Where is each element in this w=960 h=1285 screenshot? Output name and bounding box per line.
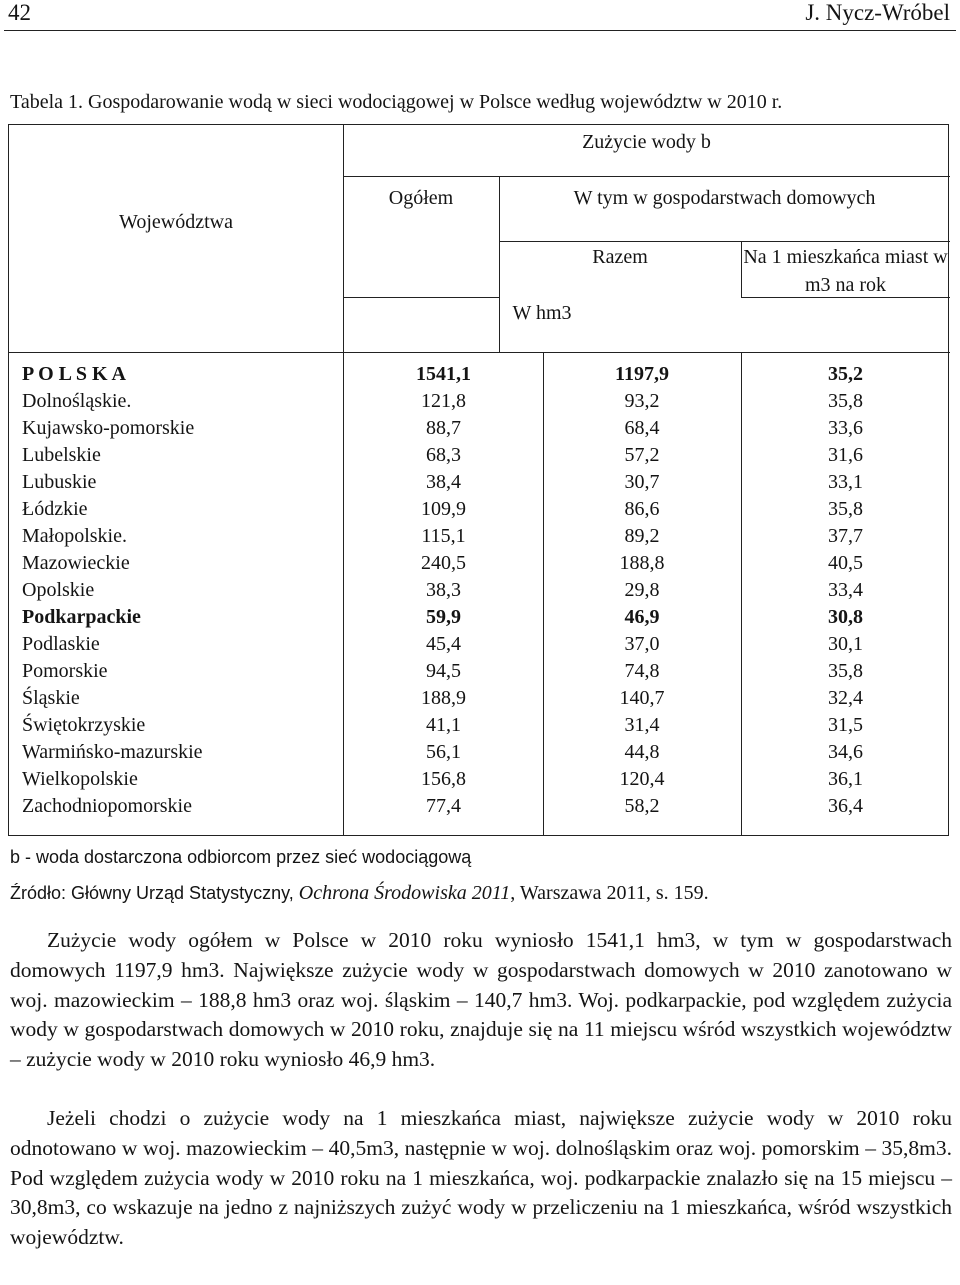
body-paragraph bbox=[10, 1104, 952, 1253]
page-number: 42 bbox=[8, 0, 31, 25]
header-razem: Razem bbox=[592, 246, 648, 268]
source-suffix: , Warszawa 2011, s. 159. bbox=[510, 882, 709, 904]
header-zuzycie-wody: Zużycie wody b bbox=[582, 131, 711, 153]
cell-razem: 140,7 bbox=[619, 687, 665, 709]
source-title: Ochrona Środowiska 2011 bbox=[298, 882, 511, 904]
cell-ogolem: 109,9 bbox=[421, 498, 466, 520]
cell-ogolem: 77,4 bbox=[426, 795, 461, 817]
cell-per-capita: 34,6 bbox=[828, 741, 863, 763]
header-divider bbox=[343, 297, 499, 298]
cell-per-capita: 37,7 bbox=[828, 525, 863, 547]
cell-wojewodztwo: Lubuskie bbox=[22, 471, 97, 493]
table-row bbox=[9, 766, 950, 793]
table-row bbox=[9, 496, 950, 523]
cell-wojewodztwo: Zachodniopomorskie bbox=[22, 795, 192, 817]
header-divider bbox=[343, 176, 950, 177]
header-divider bbox=[499, 241, 950, 242]
paragraph-text: Zużycie wody ogółem w Polsce w 2010 roku wyniosło 1541,1 hm3, w tym w gospodarstwach domowych 1197,9 hm3. Największe zużycie wody w gospodarstwach domowych w 2010 zanotowano w woj. mazowieckim – 188,8 hm3 oraz woj. śląskim – 140,7 hm3. Woj. podkarpackie, pod względem zużycia wody w gospodarstwach domowych w 2010 roku, znajduje się na 11 miejscu wśród wszystkich województw – zużycie wody w 2010 roku wyniosło 46,9 hm3. bbox=[10, 928, 952, 1072]
header-per-capita: Na 1 mieszkańca miast w m3 na rok bbox=[743, 246, 948, 296]
cell-ogolem: 1541,1 bbox=[416, 363, 471, 385]
cell-wojewodztwo: Łódzkie bbox=[22, 498, 88, 520]
table-row bbox=[9, 523, 950, 550]
table-row bbox=[9, 550, 950, 577]
cell-razem: 44,8 bbox=[624, 741, 660, 763]
cell-ogolem: 38,4 bbox=[426, 471, 461, 493]
cell-ogolem: 188,9 bbox=[421, 687, 466, 709]
cell-wojewodztwo: Pomorskie bbox=[22, 660, 108, 682]
table-row bbox=[9, 793, 950, 820]
cell-per-capita: 36,4 bbox=[828, 795, 863, 817]
cell-wojewodztwo: Śląskie bbox=[22, 687, 80, 709]
source-prefix: Źródło: Główny Urząd Statystyczny, bbox=[10, 883, 294, 903]
header-wojewodztwa: Województwa bbox=[119, 211, 233, 233]
cell-per-capita: 33,6 bbox=[828, 417, 863, 439]
cell-razem: 89,2 bbox=[624, 525, 660, 547]
running-head: J. Nycz-Wróbel bbox=[805, 0, 950, 25]
cell-wojewodztwo: Opolskie bbox=[22, 579, 95, 601]
cell-razem: 58,2 bbox=[624, 795, 660, 817]
header-w-tym: W tym w gospodarstwach domowych bbox=[573, 187, 876, 209]
table-row bbox=[9, 442, 950, 469]
cell-razem: 29,8 bbox=[624, 579, 660, 601]
cell-ogolem: 115,1 bbox=[421, 525, 466, 547]
cell-razem: 86,6 bbox=[624, 498, 660, 520]
cell-razem: 37,0 bbox=[624, 633, 660, 655]
table-footnote: b - woda dostarczona odbiorcom przez sieć wodociągową bbox=[10, 847, 472, 867]
table-row bbox=[9, 361, 950, 388]
cell-per-capita: 31,6 bbox=[828, 444, 863, 466]
cell-ogolem: 45,4 bbox=[426, 633, 461, 655]
cell-ogolem: 38,3 bbox=[426, 579, 461, 601]
table-row bbox=[9, 631, 950, 658]
cell-wojewodztwo: Wielkopolskie bbox=[22, 768, 138, 790]
cell-razem: 93,2 bbox=[624, 390, 660, 412]
cell-per-capita: 33,1 bbox=[828, 471, 863, 493]
cell-per-capita: 35,2 bbox=[828, 363, 863, 385]
cell-ogolem: 59,9 bbox=[426, 606, 461, 628]
paragraph-text: Jeżeli chodzi o zużycie wody na 1 mieszkańca miast, największe zużycie wody w 2010 roku odnotowano w woj. mazowieckim – 40,5m3, następnie w woj. dolnośląskim oraz woj. pomorskim – 35,8m3. Pod względem zużycia wody w 2010 roku na 1 mieszkańca, woj. podkarpackie znalazło się na 15 miejscu – 30,8m3, co wskazuje na jedno z najniższych zużyć wody w przeliczeniu na 1 mieszkańca, wśród wszystkich województw. bbox=[10, 1106, 952, 1250]
cell-razem: 68,4 bbox=[624, 417, 660, 439]
table-caption: Tabela 1. Gospodarowanie wodą w sieci wodociągowej w Polsce według województw w 2010 r. bbox=[10, 91, 783, 113]
cell-wojewodztwo: Podkarpackie bbox=[22, 606, 141, 628]
cell-per-capita: 35,8 bbox=[828, 660, 863, 682]
cell-ogolem: 88,7 bbox=[426, 417, 461, 439]
header-divider bbox=[9, 352, 950, 353]
cell-per-capita: 36,1 bbox=[828, 768, 863, 790]
table-row bbox=[9, 712, 950, 739]
cell-per-capita: 30,8 bbox=[828, 606, 863, 628]
cell-wojewodztwo: Warmińsko-mazurskie bbox=[22, 741, 203, 763]
cell-wojewodztwo: Lubelskie bbox=[22, 444, 101, 466]
cell-wojewodztwo: Mazowieckie bbox=[22, 552, 130, 574]
header-rule bbox=[4, 30, 956, 31]
cell-razem: 57,2 bbox=[624, 444, 660, 466]
cell-per-capita: 32,4 bbox=[828, 687, 863, 709]
cell-per-capita: 40,5 bbox=[828, 552, 863, 574]
cell-wojewodztwo: Świętokrzyskie bbox=[22, 714, 146, 736]
table-row bbox=[9, 577, 950, 604]
table-source bbox=[10, 882, 709, 905]
cell-razem: 30,7 bbox=[624, 471, 660, 493]
table-row bbox=[9, 658, 950, 685]
cell-ogolem: 94,5 bbox=[426, 660, 461, 682]
water-usage-table bbox=[8, 124, 949, 836]
cell-per-capita: 30,1 bbox=[828, 633, 863, 655]
header-ogolem: Ogółem bbox=[388, 187, 454, 209]
table-row bbox=[9, 739, 950, 766]
header-unit: W hm3 bbox=[512, 302, 572, 324]
cell-per-capita: 31,5 bbox=[828, 714, 863, 736]
cell-per-capita: 35,8 bbox=[828, 390, 863, 412]
table-row bbox=[9, 469, 950, 496]
cell-ogolem: 56,1 bbox=[426, 741, 461, 763]
cell-per-capita: 33,4 bbox=[828, 579, 863, 601]
table-row bbox=[9, 388, 950, 415]
cell-wojewodztwo: P O L S K A bbox=[22, 363, 126, 385]
cell-per-capita: 35,8 bbox=[828, 498, 863, 520]
table-row bbox=[9, 415, 950, 442]
cell-razem: 46,9 bbox=[624, 606, 660, 628]
cell-wojewodztwo: Małopolskie. bbox=[22, 525, 127, 547]
cell-razem: 188,8 bbox=[619, 552, 665, 574]
cell-wojewodztwo: Dolnośląskie. bbox=[22, 390, 132, 412]
cell-ogolem: 240,5 bbox=[421, 552, 466, 574]
cell-razem: 1197,9 bbox=[615, 363, 669, 385]
cell-wojewodztwo: Podlaskie bbox=[22, 633, 100, 655]
body-paragraph bbox=[10, 926, 952, 1075]
cell-wojewodztwo: Kujawsko-pomorskie bbox=[22, 417, 195, 439]
table-row bbox=[9, 685, 950, 712]
cell-ogolem: 156,8 bbox=[421, 768, 466, 790]
cell-ogolem: 68,3 bbox=[426, 444, 461, 466]
cell-ogolem: 41,1 bbox=[426, 714, 461, 736]
cell-razem: 31,4 bbox=[624, 714, 660, 736]
cell-razem: 120,4 bbox=[619, 768, 665, 790]
table-row bbox=[9, 604, 950, 631]
cell-ogolem: 121,8 bbox=[421, 390, 466, 412]
cell-razem: 74,8 bbox=[624, 660, 660, 682]
